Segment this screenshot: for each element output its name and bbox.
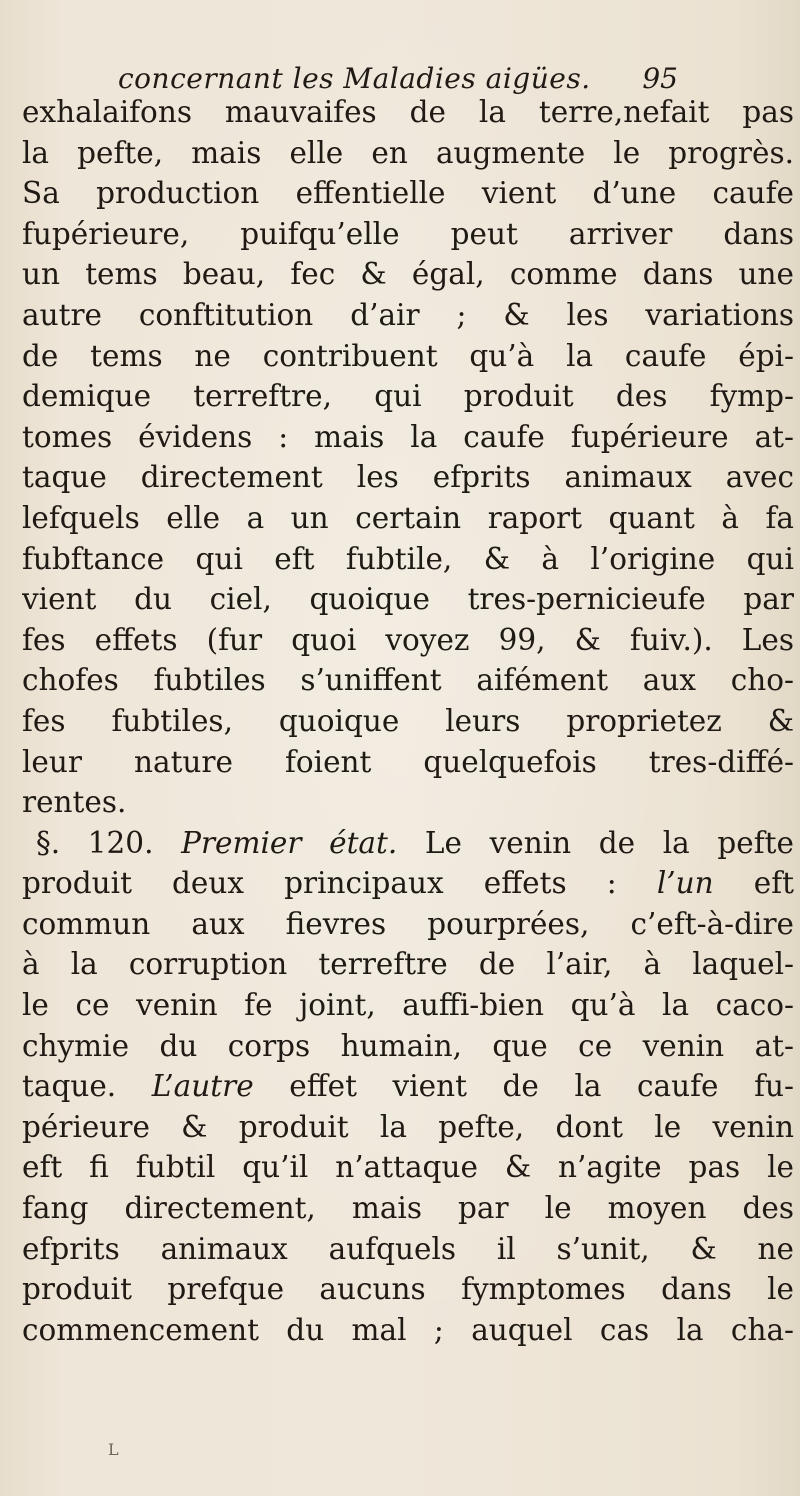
text-line: chofes fubtiles s’uniffent aifément aux cho- <box>22 663 794 698</box>
section-title: Premier état. <box>181 825 398 860</box>
text-line: tomes évidens : mais la caufe fupérieure at- <box>22 419 794 454</box>
text-line: fupérieure, puifqu’elle peut arriver dans <box>22 216 794 251</box>
text-line: eft fi fubtil qu’il n’attaque & n’agite pas le <box>22 1150 794 1185</box>
text-line: demique terreftre, qui produit des fymp- <box>22 379 794 414</box>
text-line: vient du ciel, quoique tres-pernicieufe par <box>22 582 794 617</box>
text-segment: eft <box>753 866 794 901</box>
running-head: concernant les Maladies aigües. <box>118 62 591 95</box>
text-line: commun aux fievres pourprées, c’eft-à-dire <box>22 906 794 941</box>
text-line: commencement du mal ; auquel cas la cha- <box>22 1312 794 1347</box>
text-line: fes fubtiles, quoique leurs proprietez & <box>22 703 794 738</box>
text-line: exhalaifons mauvaifes de la terre,nefait pas <box>22 95 794 129</box>
section-heading-line <box>22 823 794 864</box>
text-line: fes effets (fur quoi voyez 99, & fuiv.). Les <box>22 622 794 657</box>
italic-term: L’autre <box>151 1069 254 1104</box>
text-segment: taque. <box>22 1069 117 1104</box>
text-line: la pefte, mais elle en augmente le progrès. <box>22 135 794 170</box>
text-line: à la corruption terreftre de l’air, à laquel- <box>22 947 794 982</box>
text-line <box>22 1066 794 1107</box>
text-segment: effet vient de la caufe fu- <box>289 1069 794 1104</box>
text-line: taque directement les efprits animaux avec <box>22 460 794 495</box>
text-line: périeure & produit la pefte, dont le venin <box>22 1109 794 1144</box>
text-line: un tems beau, fec & égal, comme dans une <box>22 257 794 292</box>
text-segment: Le venin de la pefte <box>424 825 794 860</box>
text-line: autre conftitution d’air ; & les variations <box>22 297 794 332</box>
text-line: fang directement, mais par le moyen des <box>22 1191 794 1226</box>
text-line: de tems ne contribuent qu’à la caufe épi- <box>22 338 794 373</box>
italic-term: l’un <box>656 866 714 901</box>
text-line: fubftance qui eft fubtile, & à l’origine qui <box>22 541 794 576</box>
text-line: lefquels elle a un certain raport quant à fa <box>22 500 794 535</box>
text-line: leur nature foient quelquefois tres-diffé- <box>22 744 794 779</box>
text-line: rentes. <box>22 785 127 820</box>
page-number: 95 <box>642 62 678 95</box>
body-text <box>22 92 794 1350</box>
text-segment: produit deux principaux effets : <box>22 866 617 901</box>
text-line: le ce venin fe joint, auffi-bien qu’à la caco- <box>22 988 794 1023</box>
section-number: §. 120. <box>36 825 154 860</box>
sheet-mark: L <box>108 1440 119 1459</box>
text-line: produit prefque aucuns fymptomes dans le <box>22 1272 794 1307</box>
text-line: Sa production effentielle vient d’une caufe <box>22 176 794 211</box>
text-line: chymie du corps humain, que ce venin at- <box>22 1028 794 1063</box>
text-line <box>22 863 794 904</box>
text-line: efprits animaux aufquels il s’unit, & ne <box>22 1231 794 1266</box>
